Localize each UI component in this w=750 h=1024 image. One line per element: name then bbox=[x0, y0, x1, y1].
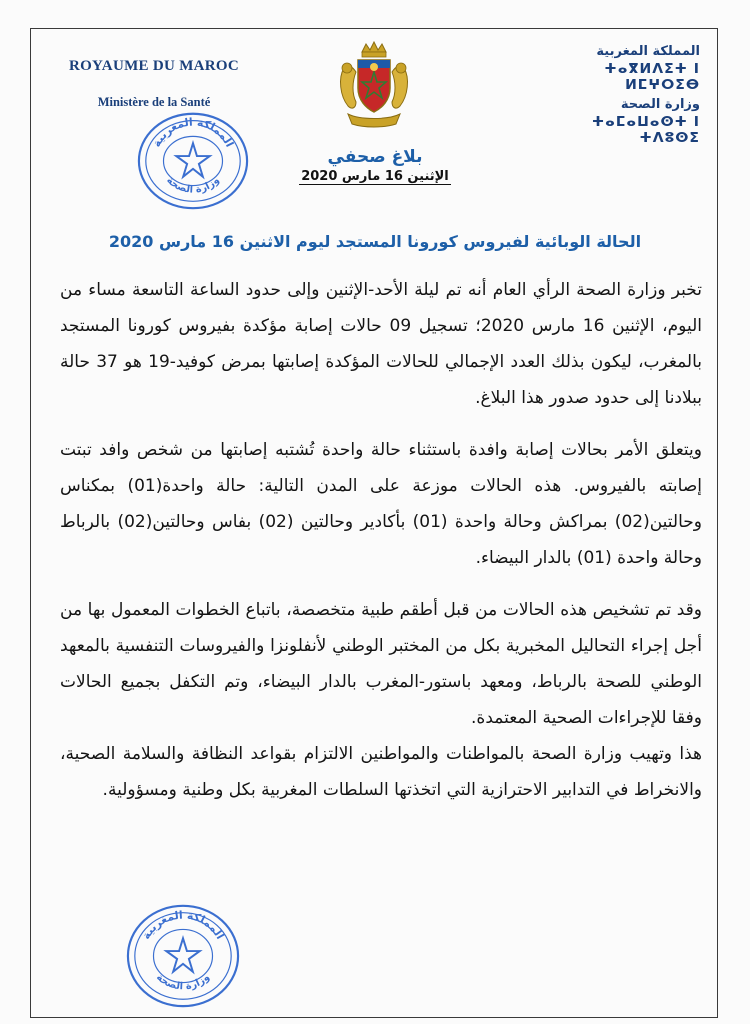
communique-block bbox=[0, 146, 750, 186]
stamp-top-text: المملكة المغربية bbox=[139, 908, 227, 942]
ministry-label-fr: Ministère de la Santé bbox=[97, 95, 211, 109]
body-text bbox=[60, 272, 702, 808]
official-stamp-bottom bbox=[124, 900, 242, 1010]
coat-of-arms-icon bbox=[334, 38, 414, 130]
paragraph-4: هذا وتهيب وزارة الصحة بالمواطنات والمواطنين الالتزام بقواعد النظافة والسلامة الصحية، والانخراط في التدابير الاحترازية التي اتخذتها السلطات المغربية بكل وطنية ومسؤولية. bbox=[60, 744, 702, 800]
ministry-label-tifinagh: ⵜⴰⵎⴰⵡⴰⵙⵜ ⵏ ⵜⴷⵓⵙⵉ bbox=[591, 114, 700, 146]
stamp-bottom-text: وزارة الصحة bbox=[153, 971, 213, 993]
star-icon bbox=[166, 938, 199, 971]
communique-date: الإثنين 16 مارس 2020 bbox=[301, 169, 449, 184]
header-arabic bbox=[530, 44, 700, 146]
headline: الحالة الوبائية لفيروس كورونا المستجد ليوم الاثنين 16 مارس 2020 bbox=[108, 232, 642, 251]
kingdom-label-ar: المملكة المغربية bbox=[596, 44, 700, 59]
kingdom-label-fr: ROYAUME DU MAROC bbox=[68, 58, 240, 74]
paragraph-1: تخبر وزارة الصحة الرأي العام أنه تم ليلة الأحد-الإثنين وإلى حدود الساعة التاسعة مساء من اليوم، الإثنين 16 مارس 2020؛ تسجيل 09 حالات إصابة مؤكدة بفيروس كورونا المستجد بالمغرب، ليكون بذلك العدد الإجمالي للحالات المؤكدة إصابتها بمرض كوفيد-19 هو 37 حالة ببلادنا إلى حدود صدور هذا البلاغ. bbox=[60, 280, 702, 408]
stamp-bottom-text: وزارة الصحة bbox=[164, 174, 222, 196]
paragraph-2: ويتعلق الأمر بحالات إصابة وافدة باستثناء حالة واحدة تُشتبه إصابتها من شخص وافد تبتت إصابته بالفيروس. هذه الحالات موزعة على المدن التالية: حالة واحدة(01) بمكناس وحالتين(02) بمراكش وحالة واحدة (01) بأكادير وحالتين (02) بفاس وحالتين(02) بالرباط وحالة واحدة (01) بالدار البيضاء. bbox=[60, 440, 703, 568]
ministry-label-ar: وزارة الصحة bbox=[620, 97, 700, 112]
svg-text:وزارة الصحة bbox=[154, 972, 212, 992]
kingdom-label-tifinagh: ⵜⴰⴳⵍⴷⵉⵜ ⵏ ⵍⵎⵖⵔⵉⴱ bbox=[604, 61, 700, 93]
communique-title: بلاغ صحفي bbox=[327, 147, 423, 167]
paragraph-3: وقد تم تشخيص هذه الحالات من قبل أطقم طبية متخصصة، باتباع الخطوات المعمول بها من أجل إجراء التحاليل المخبرية بكل من المختبر الوطني لأنفلونزا والفيروسات التنفسية بالمعهد الوطني للصحة بالرباط، ومعهد باستور-المغرب بالدار البيضاء، وتم التكفل بجميع الحالات وفقا للإجراءات الصحية المعتمدة. bbox=[60, 600, 702, 728]
header-french bbox=[54, 58, 254, 110]
stamp-top-text: المملكة المغربية bbox=[149, 115, 237, 150]
